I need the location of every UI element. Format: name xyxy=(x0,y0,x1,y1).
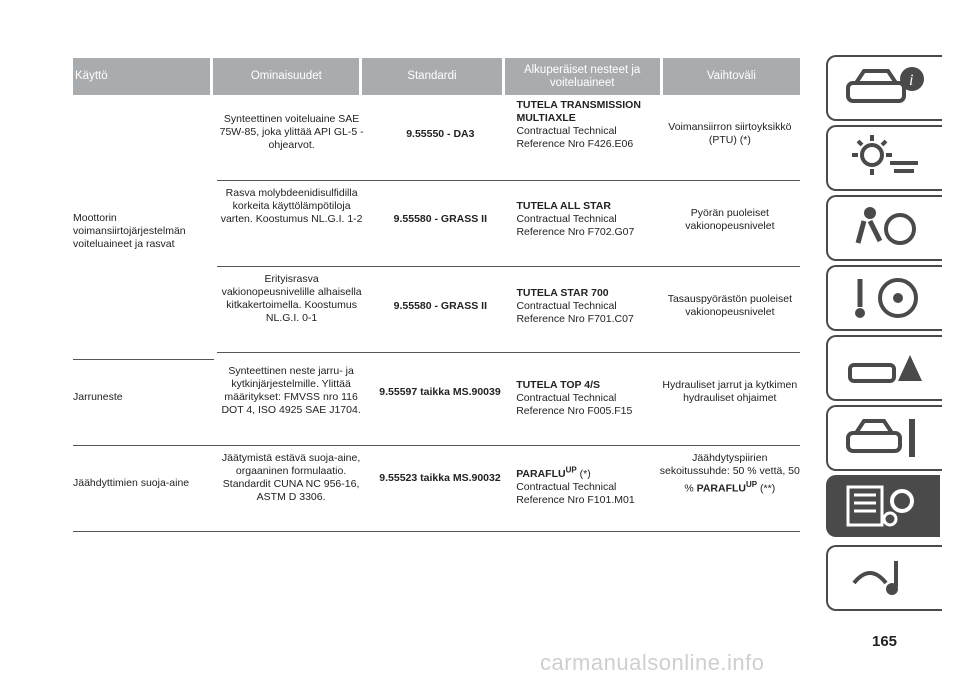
car-info-icon[interactable] xyxy=(826,55,942,121)
interval-name: PARAFLU xyxy=(696,482,747,495)
fluid-cell xyxy=(514,181,656,266)
fluid-name: TUTELA ALL STAR xyxy=(516,200,611,212)
header-original-fluids: Alkuperäiset nesteet ja voiteluaineet xyxy=(505,58,660,95)
table-row xyxy=(73,360,800,446)
header-usage: Käyttö xyxy=(73,58,210,95)
fluid-name: TUTELA STAR 700 xyxy=(516,287,609,299)
group-transmission xyxy=(73,95,800,360)
standard-cell: 9.55597 taikka MS.90039 xyxy=(379,386,501,398)
fluid-ref: Contractual Technical Reference Nro F101.M01 xyxy=(516,480,635,506)
fluid-ref: Contractual Technical Reference Nro F005.F15 xyxy=(516,392,633,417)
starting-driving-icon[interactable] xyxy=(826,265,942,331)
interval-cell: Voimansiirron siirtoyksikkö (PTU) (*) xyxy=(668,121,792,146)
interval-cell: Hydrauliset jarrut ja kytkimen hydrauliset ohjaimet xyxy=(662,379,798,404)
usage-cell: Moottorin voimansiirtojärjestelmän voiteluaineet ja rasvat xyxy=(73,95,214,360)
properties-cell: Jäätymistä estävä suoja-aine, orgaaninen formulaatio. Standardit CUNA NC 956-16, ASTM D 3306. xyxy=(221,452,361,503)
table-row xyxy=(217,181,800,267)
fluid-name-sup: UP xyxy=(565,465,577,474)
table-header xyxy=(73,58,800,95)
watermark: carmanualsonline.info xyxy=(540,650,765,675)
fluid-ref: Contractual Technical Reference Nro F702.G07 xyxy=(516,213,635,238)
fluid-ref: Contractual Technical Reference Nro F426.E06 xyxy=(516,125,634,150)
fluid-cell xyxy=(514,360,656,445)
header-interval: Vaihtoväli xyxy=(663,58,800,95)
properties-cell: Synteettinen voiteluaine SAE 75W-85, joka ylittää API GL-5 -ohjearvot. xyxy=(219,113,364,151)
fluid-note: (*) xyxy=(576,467,591,480)
fluid-cell xyxy=(514,446,656,531)
technical-data-icon[interactable] xyxy=(826,475,940,537)
properties-cell: Erityisrasva vakionopeusnivelille alhaisella kitkakertoimella. Koostumus NL.G.I. 0-1 xyxy=(221,273,362,324)
usage-cell: Jäähdyttimien suoja-aine xyxy=(73,477,190,489)
interval-text: Jäähdytyspiirien sekoitussuhde: 50 % vettä, 50 % xyxy=(659,452,800,495)
fluid-name: PARAFLU xyxy=(516,467,566,480)
emergency-icon[interactable] xyxy=(826,335,942,401)
multimedia-icon[interactable] xyxy=(826,545,942,611)
fluid-ref: Contractual Technical Reference Nro F701.C07 xyxy=(516,300,634,325)
usage-cell: Jarruneste xyxy=(73,391,123,403)
warning-lights-icon[interactable] xyxy=(826,125,942,191)
header-standard: Standardi xyxy=(362,58,501,95)
fluid-name: TUTELA TOP 4/S xyxy=(516,379,601,391)
fluid-name: TUTELA TRANSMISSION MULTIAXLE xyxy=(516,99,641,124)
fluid-name-line xyxy=(516,465,591,480)
svg-text:i: i xyxy=(909,72,914,89)
fluid-cell xyxy=(514,95,656,180)
standard-cell: 9.55580 - GRASS II xyxy=(393,213,488,225)
properties-cell: Rasva molybdeenidisulfidilla korkeita käyttölämpötiloja varten. Koostumus NL.G.I. 1-2 xyxy=(220,187,363,225)
properties-cell: Synteettinen neste jarru- ja kytkinjärjestelmille. Ylittää määritykset: FMVSS nro 116 DOT 4, ISO 4925 SAE J1704. xyxy=(221,365,361,416)
fluid-cell xyxy=(514,267,656,352)
interval-cell xyxy=(660,446,800,531)
safety-icon[interactable] xyxy=(826,195,942,261)
standard-cell: 9.55580 - GRASS II xyxy=(393,300,488,312)
page-number: 165 xyxy=(872,633,898,650)
table-row xyxy=(73,446,800,532)
interval-note: (**) xyxy=(757,482,776,495)
table-row xyxy=(217,95,800,181)
interval-cell: Tasauspyörästön puoleiset vakionopeusnivelet xyxy=(667,293,793,318)
table-row xyxy=(217,267,800,353)
lubricants-table xyxy=(73,58,800,532)
interval-sup: UP xyxy=(746,480,758,489)
interval-cell: Pyörän puoleiset vakionopeusnivelet xyxy=(685,207,775,232)
header-properties: Ominaisuudet xyxy=(213,58,359,95)
standard-cell: 9.55550 - DA3 xyxy=(406,128,475,140)
maintenance-icon[interactable] xyxy=(826,405,942,471)
standard-cell: 9.55523 taikka MS.90032 xyxy=(379,472,501,484)
